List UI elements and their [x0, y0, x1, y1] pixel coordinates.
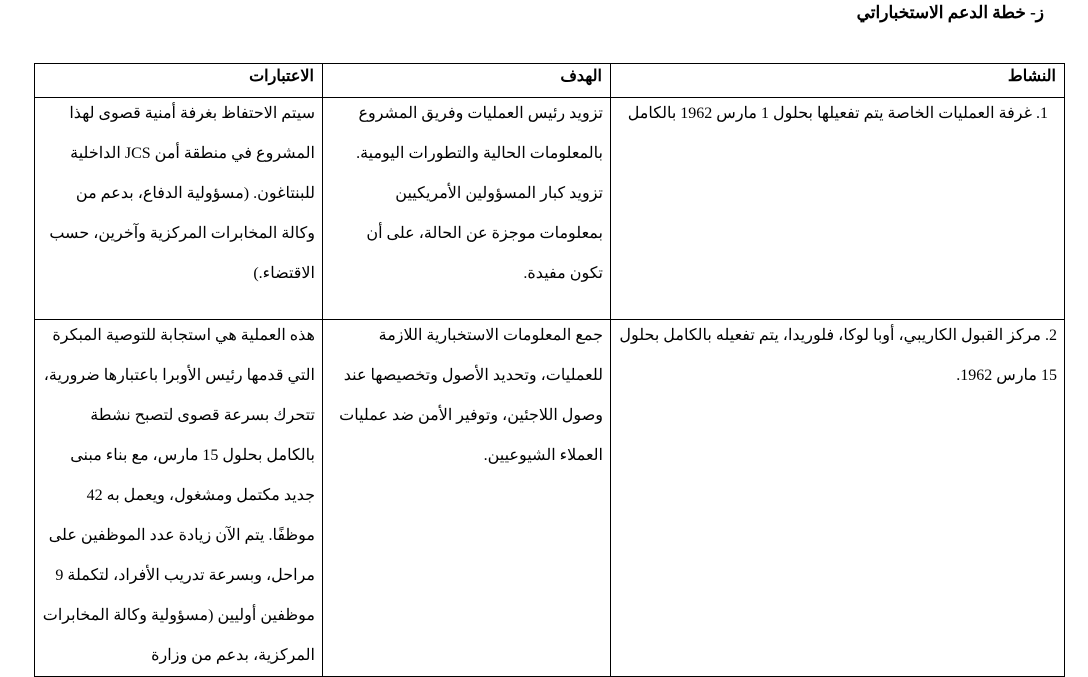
- table-row: [35, 98, 1065, 320]
- header-activity: النشاط: [611, 64, 1065, 98]
- header-considerations: الاعتبارات: [35, 64, 323, 98]
- intelligence-plan-table: [34, 63, 1065, 677]
- cell-goal: [323, 98, 611, 320]
- cell-considerations-text: سيتم الاحتفاظ بغرفة أمنية قصوى لهذا المشروع في منطقة أمن JCS الداخلية للبنتاغون. (مسؤولية الدفاع، بدعم من وكالة المخابرات المركزية وآخرين، حسب الاقتضاء.): [49, 105, 315, 282]
- cell-goal-text: تزويد رئيس العمليات وفريق المشروع بالمعلومات الحالية والتطورات اليومية. تزويد كبار المسؤولين الأمريكيين بمعلومات موجزة عن الحالة، على أن تكون مفيدة.: [356, 105, 603, 282]
- cell-considerations: [35, 98, 323, 320]
- cell-goal-text: جمع المعلومات الاستخبارية اللازمة للعمليات، وتحديد الأصول وتخصيصها عند وصول اللاجئين، وتوفير الأمن ضد عمليات العملاء الشيوعيين.: [339, 327, 603, 464]
- cell-activity: [611, 98, 1065, 320]
- cell-activity-text: 1. غرفة العمليات الخاصة يتم تفعيلها بحلول 1 مارس 1962 بالكامل: [627, 105, 1048, 122]
- cell-activity-text: 2. مركز القبول الكاريبي، أوبا لوكا، فلوريدا، يتم تفعيله بالكامل بحلول 15 مارس 1962.: [619, 327, 1057, 384]
- cell-considerations: [35, 320, 323, 677]
- cell-goal: [323, 320, 611, 677]
- cell-considerations-text: هذه العملية هي استجابة للتوصية المبكرة التي قدمها رئيس الأوبرا باعتبارها ضرورية، تتحرك بسرعة قصوى لتصبح نشطة بالكامل بحلول 15 مارس، مع بناء مبنى جديد مكتمل ومشغول، ويعمل به 42 موظفًا. يتم الآن زيادة عدد الموظفين على مراحل، وبسرعة تدريب الأفراد، لتكملة 9 موظفين أوليين (مسؤولية وكالة المخابرات المركزية، بدعم من وزارة: [42, 327, 315, 664]
- table-header-row: [35, 64, 1065, 98]
- header-goal: الهدف: [323, 64, 611, 98]
- section-title: ز- خطة الدعم الاستخباراتي: [856, 3, 1044, 22]
- table-row: [35, 320, 1065, 677]
- cell-activity: [611, 320, 1065, 677]
